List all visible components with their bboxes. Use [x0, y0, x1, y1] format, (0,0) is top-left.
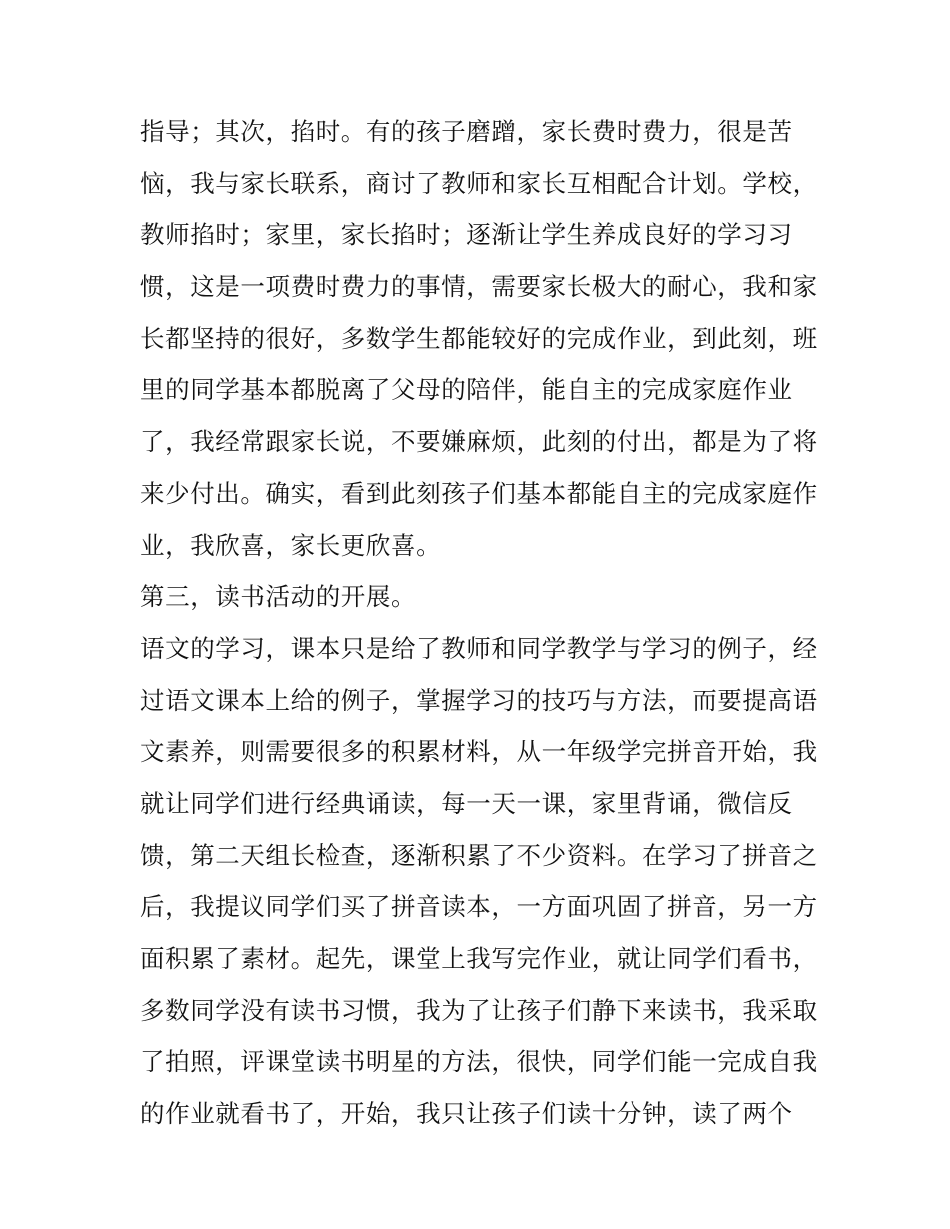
- text-line: 了拍照，评课堂读书明星的方法，很快，同学们能一完成自我: [140, 1047, 818, 1077]
- section-heading: 第三，读书活动的开展。: [140, 582, 417, 612]
- text-line: 的作业就看书了，开始，我只让孩子们读十分钟，读了两个: [140, 1099, 793, 1129]
- text-line: 多数同学没有读书习惯，我为了让孩子们静下来读书，我采取: [140, 995, 818, 1025]
- text-line: 教师掐时；家里，家长掐时；逐渐让学生养成良好的学习习: [140, 220, 793, 250]
- text-line: 来少付出。确实，看到此刻孩子们基本都能自主的完成家庭作: [140, 478, 818, 508]
- text-line: 指导；其次，掐时。有的孩子磨蹭，家长费时费力，很是苦: [140, 117, 793, 146]
- document-body: [140, 106, 820, 1140]
- text-line: 文素养，则需要很多的积累材料，从一年级学完拼音开始，我: [140, 737, 818, 767]
- text-line: 过语文课本上给的例子，掌握学习的技巧与方法，而要提高语: [140, 685, 818, 715]
- text-line: 就让同学们进行经典诵读，每一天一课，家里背诵，微信反: [140, 788, 793, 818]
- text-line: 了，我经常跟家长说，不要嫌麻烦，此刻的付出，都是为了将: [140, 427, 818, 457]
- text-line: 后，我提议同学们买了拼音读本，一方面巩固了拼音，另一方: [140, 892, 818, 922]
- text-line: 恼，我与家长联系，商讨了教师和家长互相配合计划。学校，: [140, 168, 818, 198]
- text-line: 语文的学习，课本只是给了教师和同学教学与学习的例子，经: [140, 633, 818, 663]
- text-line: 长都坚持的很好，多数学生都能较好的完成作业，到此刻，班: [140, 323, 818, 353]
- text-line: 馈，第二天组长检查，逐渐积累了不少资料。在学习了拼音之: [140, 840, 818, 870]
- text-line: 里的同学基本都脱离了父母的陪伴，能自主的完成家庭作业: [140, 375, 793, 405]
- text-line: 面积累了素材。起先，课堂上我写完作业，就让同学们看书，: [140, 944, 818, 973]
- text-line: 惯，这是一项费时费力的事情，需要家长极大的耐心，我和家: [140, 272, 818, 302]
- text-line: 业，我欣喜，家长更欣喜。: [140, 530, 442, 560]
